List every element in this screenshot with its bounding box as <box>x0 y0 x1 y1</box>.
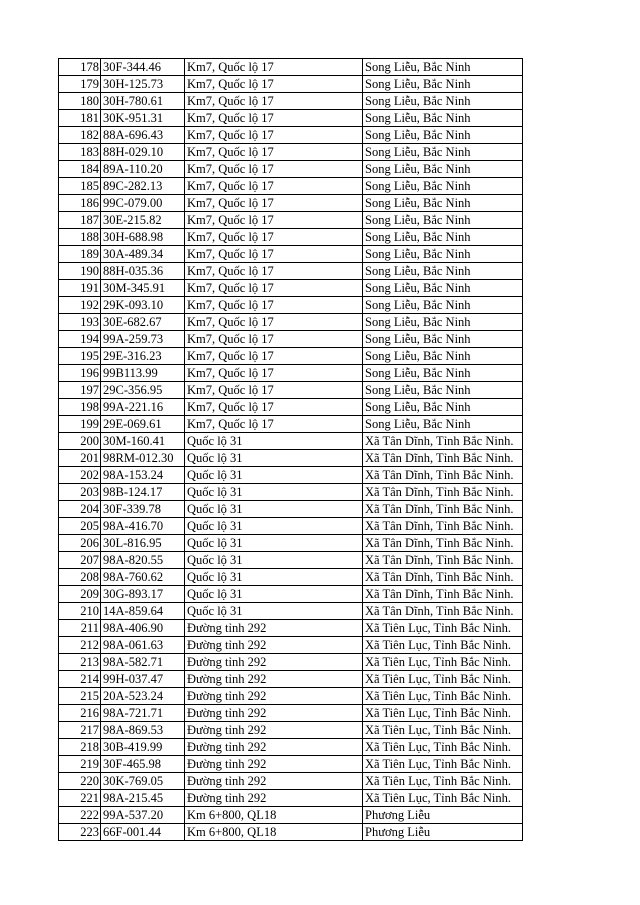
road-location: Km7, Quốc lộ 17 <box>185 161 363 178</box>
table-row <box>59 535 523 552</box>
commune-location: Xã Tiên Lục, Tỉnh Bắc Ninh. <box>363 756 523 773</box>
commune-location: Xã Tân Dĩnh, Tỉnh Bắc Ninh. <box>363 535 523 552</box>
table-row <box>59 161 523 178</box>
commune-location: Song Liễu, Bắc Ninh <box>363 229 523 246</box>
license-plate: 30M-345.91 <box>101 280 185 297</box>
row-number: 202 <box>59 467 101 484</box>
road-location: Km7, Quốc lộ 17 <box>185 229 363 246</box>
road-location: Km7, Quốc lộ 17 <box>185 297 363 314</box>
commune-location: Xã Tiên Lục, Tỉnh Bắc Ninh. <box>363 688 523 705</box>
license-plate: 98A-215.45 <box>101 790 185 807</box>
license-plate: 14A-859.64 <box>101 603 185 620</box>
commune-location: Xã Tiên Lục, Tỉnh Bắc Ninh. <box>363 739 523 756</box>
commune-location: Song Liễu, Bắc Ninh <box>363 348 523 365</box>
row-number: 205 <box>59 518 101 535</box>
row-number: 181 <box>59 110 101 127</box>
road-location: Đường tỉnh 292 <box>185 773 363 790</box>
road-location: Quốc lộ 31 <box>185 569 363 586</box>
table-row <box>59 620 523 637</box>
commune-location: Xã Tân Dĩnh, Tỉnh Bắc Ninh. <box>363 552 523 569</box>
table-row <box>59 722 523 739</box>
license-plate: 98RM-012.30 <box>101 450 185 467</box>
row-number: 200 <box>59 433 101 450</box>
road-location: Km7, Quốc lộ 17 <box>185 76 363 93</box>
license-plate: 20A-523.24 <box>101 688 185 705</box>
license-plate: 98A-153.24 <box>101 467 185 484</box>
row-number: 190 <box>59 263 101 280</box>
road-location: Đường tỉnh 292 <box>185 790 363 807</box>
table-row <box>59 552 523 569</box>
row-number: 188 <box>59 229 101 246</box>
table-row <box>59 314 523 331</box>
license-plate: 89C-282.13 <box>101 178 185 195</box>
table-row <box>59 348 523 365</box>
row-number: 196 <box>59 365 101 382</box>
road-location: Km7, Quốc lộ 17 <box>185 365 363 382</box>
row-number: 193 <box>59 314 101 331</box>
table-row <box>59 807 523 824</box>
commune-location: Song Liễu, Bắc Ninh <box>363 195 523 212</box>
table-row <box>59 416 523 433</box>
license-plate: 30M-160.41 <box>101 433 185 450</box>
table-row <box>59 382 523 399</box>
license-plate: 99C-079.00 <box>101 195 185 212</box>
license-plate: 30K-769.05 <box>101 773 185 790</box>
license-plate: 99B113.99 <box>101 365 185 382</box>
table-row <box>59 212 523 229</box>
license-plate: 30L-816.95 <box>101 535 185 552</box>
table-row <box>59 331 523 348</box>
row-number: 219 <box>59 756 101 773</box>
commune-location: Song Liễu, Bắc Ninh <box>363 365 523 382</box>
commune-location: Song Liễu, Bắc Ninh <box>363 382 523 399</box>
license-plate: 98A-582.71 <box>101 654 185 671</box>
table-row <box>59 637 523 654</box>
license-plate: 98A-721.71 <box>101 705 185 722</box>
commune-location: Phương Liễu <box>363 824 523 841</box>
license-plate: 29E-316.23 <box>101 348 185 365</box>
road-location: Km7, Quốc lộ 17 <box>185 144 363 161</box>
row-number: 184 <box>59 161 101 178</box>
road-location: Đường tỉnh 292 <box>185 705 363 722</box>
license-plate: 98A-820.55 <box>101 552 185 569</box>
road-location: Quốc lộ 31 <box>185 467 363 484</box>
commune-location: Song Liễu, Bắc Ninh <box>363 263 523 280</box>
row-number: 192 <box>59 297 101 314</box>
commune-location: Song Liễu, Bắc Ninh <box>363 93 523 110</box>
commune-location: Xã Tân Dĩnh, Tỉnh Bắc Ninh. <box>363 603 523 620</box>
row-number: 213 <box>59 654 101 671</box>
license-plate: 98A-406.90 <box>101 620 185 637</box>
row-number: 209 <box>59 586 101 603</box>
table-row <box>59 467 523 484</box>
license-plate: 99A-221.16 <box>101 399 185 416</box>
row-number: 220 <box>59 773 101 790</box>
row-number: 197 <box>59 382 101 399</box>
table-row <box>59 93 523 110</box>
commune-location: Xã Tiên Lục, Tỉnh Bắc Ninh. <box>363 722 523 739</box>
row-number: 178 <box>59 59 101 76</box>
commune-location: Song Liễu, Bắc Ninh <box>363 127 523 144</box>
road-location: Quốc lộ 31 <box>185 552 363 569</box>
license-plate: 98B-124.17 <box>101 484 185 501</box>
road-location: Km7, Quốc lộ 17 <box>185 348 363 365</box>
license-plate: 98A-416.70 <box>101 518 185 535</box>
table-row <box>59 144 523 161</box>
row-number: 186 <box>59 195 101 212</box>
table-row <box>59 705 523 722</box>
road-location: Quốc lộ 31 <box>185 586 363 603</box>
road-location: Quốc lộ 31 <box>185 518 363 535</box>
row-number: 194 <box>59 331 101 348</box>
row-number: 201 <box>59 450 101 467</box>
row-number: 214 <box>59 671 101 688</box>
commune-location: Song Liễu, Bắc Ninh <box>363 331 523 348</box>
license-plate: 30E-215.82 <box>101 212 185 229</box>
road-location: Đường tỉnh 292 <box>185 671 363 688</box>
table-row <box>59 76 523 93</box>
commune-location: Song Liễu, Bắc Ninh <box>363 297 523 314</box>
commune-location: Song Liễu, Bắc Ninh <box>363 280 523 297</box>
road-location: Quốc lộ 31 <box>185 450 363 467</box>
commune-location: Song Liễu, Bắc Ninh <box>363 416 523 433</box>
road-location: Km7, Quốc lộ 17 <box>185 382 363 399</box>
road-location: Km7, Quốc lộ 17 <box>185 110 363 127</box>
license-plate: 98A-061.63 <box>101 637 185 654</box>
row-number: 206 <box>59 535 101 552</box>
road-location: Quốc lộ 31 <box>185 433 363 450</box>
table-row <box>59 365 523 382</box>
road-location: Km7, Quốc lộ 17 <box>185 416 363 433</box>
table-row <box>59 110 523 127</box>
road-location: Quốc lộ 31 <box>185 501 363 518</box>
license-plate: 30K-951.31 <box>101 110 185 127</box>
road-location: Km7, Quốc lộ 17 <box>185 399 363 416</box>
row-number: 189 <box>59 246 101 263</box>
road-location: Km7, Quốc lộ 17 <box>185 263 363 280</box>
row-number: 221 <box>59 790 101 807</box>
table-row <box>59 773 523 790</box>
license-plate: 88H-029.10 <box>101 144 185 161</box>
commune-location: Xã Tiên Lục, Tỉnh Bắc Ninh. <box>363 705 523 722</box>
commune-location: Song Liễu, Bắc Ninh <box>363 246 523 263</box>
road-location: Đường tỉnh 292 <box>185 688 363 705</box>
road-location: Km7, Quốc lộ 17 <box>185 127 363 144</box>
table-row <box>59 399 523 416</box>
license-plate: 98A-760.62 <box>101 569 185 586</box>
road-location: Đường tỉnh 292 <box>185 722 363 739</box>
table-row <box>59 501 523 518</box>
table-row <box>59 59 523 76</box>
commune-location: Xã Tiên Lục, Tỉnh Bắc Ninh. <box>363 671 523 688</box>
commune-location: Xã Tân Dĩnh, Tỉnh Bắc Ninh. <box>363 518 523 535</box>
commune-location: Song Liễu, Bắc Ninh <box>363 212 523 229</box>
row-number: 195 <box>59 348 101 365</box>
license-plate: 66F-001.44 <box>101 824 185 841</box>
row-number: 180 <box>59 93 101 110</box>
road-location: Quốc lộ 31 <box>185 484 363 501</box>
commune-location: Song Liễu, Bắc Ninh <box>363 59 523 76</box>
license-plate: 30F-344.46 <box>101 59 185 76</box>
license-plate: 30H-688.98 <box>101 229 185 246</box>
commune-location: Song Liễu, Bắc Ninh <box>363 110 523 127</box>
road-location: Đường tỉnh 292 <box>185 756 363 773</box>
row-number: 185 <box>59 178 101 195</box>
table-row <box>59 586 523 603</box>
road-location: Km7, Quốc lộ 17 <box>185 314 363 331</box>
road-location: Quốc lộ 31 <box>185 603 363 620</box>
license-plate: 30H-125.73 <box>101 76 185 93</box>
commune-location: Song Liễu, Bắc Ninh <box>363 144 523 161</box>
license-plate: 88H-035.36 <box>101 263 185 280</box>
row-number: 179 <box>59 76 101 93</box>
road-location: Km7, Quốc lộ 17 <box>185 331 363 348</box>
road-location: Quốc lộ 31 <box>185 535 363 552</box>
row-number: 198 <box>59 399 101 416</box>
table-row <box>59 263 523 280</box>
road-location: Km7, Quốc lộ 17 <box>185 178 363 195</box>
license-plate: 99A-537.20 <box>101 807 185 824</box>
table-row <box>59 603 523 620</box>
commune-location: Xã Tân Dĩnh, Tỉnh Bắc Ninh. <box>363 569 523 586</box>
commune-location: Song Liễu, Bắc Ninh <box>363 76 523 93</box>
table-row <box>59 246 523 263</box>
table-body <box>59 59 523 841</box>
commune-location: Song Liễu, Bắc Ninh <box>363 314 523 331</box>
commune-location: Xã Tân Dĩnh, Tỉnh Bắc Ninh. <box>363 501 523 518</box>
commune-location: Song Liễu, Bắc Ninh <box>363 178 523 195</box>
road-location: Km7, Quốc lộ 17 <box>185 280 363 297</box>
license-plate: 30H-780.61 <box>101 93 185 110</box>
commune-location: Xã Tân Dĩnh, Tỉnh Bắc Ninh. <box>363 484 523 501</box>
license-plate: 30F-465.98 <box>101 756 185 773</box>
commune-location: Xã Tiên Lục, Tỉnh Bắc Ninh. <box>363 790 523 807</box>
license-plate: 29E-069.61 <box>101 416 185 433</box>
row-number: 216 <box>59 705 101 722</box>
row-number: 187 <box>59 212 101 229</box>
commune-location: Xã Tân Dĩnh, Tỉnh Bắc Ninh. <box>363 433 523 450</box>
license-plate: 98A-869.53 <box>101 722 185 739</box>
license-plate: 99H-037.47 <box>101 671 185 688</box>
row-number: 215 <box>59 688 101 705</box>
table-row <box>59 127 523 144</box>
commune-location: Xã Tân Dĩnh, Tỉnh Bắc Ninh. <box>363 586 523 603</box>
road-location: Km7, Quốc lộ 17 <box>185 93 363 110</box>
license-plate: 30E-682.67 <box>101 314 185 331</box>
row-number: 191 <box>59 280 101 297</box>
license-plate: 29K-093.10 <box>101 297 185 314</box>
row-number: 217 <box>59 722 101 739</box>
commune-location: Xã Tân Dĩnh, Tỉnh Bắc Ninh. <box>363 450 523 467</box>
table-row <box>59 654 523 671</box>
table-row <box>59 450 523 467</box>
license-plate: 88A-696.43 <box>101 127 185 144</box>
commune-location: Xã Tiên Lục, Tỉnh Bắc Ninh. <box>363 637 523 654</box>
row-number: 212 <box>59 637 101 654</box>
license-plate: 99A-259.73 <box>101 331 185 348</box>
row-number: 203 <box>59 484 101 501</box>
road-location: Km7, Quốc lộ 17 <box>185 195 363 212</box>
road-location: Km 6+800, QL18 <box>185 807 363 824</box>
road-location: Km7, Quốc lộ 17 <box>185 246 363 263</box>
road-location: Đường tỉnh 292 <box>185 739 363 756</box>
row-number: 211 <box>59 620 101 637</box>
road-location: Đường tỉnh 292 <box>185 620 363 637</box>
table-row <box>59 229 523 246</box>
road-location: Km7, Quốc lộ 17 <box>185 59 363 76</box>
table-row <box>59 518 523 535</box>
row-number: 222 <box>59 807 101 824</box>
table-row <box>59 178 523 195</box>
commune-location: Phương Liễu <box>363 807 523 824</box>
license-plate: 89A-110.20 <box>101 161 185 178</box>
table-row <box>59 688 523 705</box>
commune-location: Xã Tiên Lục, Tỉnh Bắc Ninh. <box>363 654 523 671</box>
table-row <box>59 433 523 450</box>
table-row <box>59 790 523 807</box>
road-location: Km7, Quốc lộ 17 <box>185 212 363 229</box>
road-location: Km 6+800, QL18 <box>185 824 363 841</box>
row-number: 182 <box>59 127 101 144</box>
row-number: 204 <box>59 501 101 518</box>
license-plate: 30B-419.99 <box>101 739 185 756</box>
row-number: 223 <box>59 824 101 841</box>
license-plate: 30A-489.34 <box>101 246 185 263</box>
row-number: 207 <box>59 552 101 569</box>
license-plate: 29C-356.95 <box>101 382 185 399</box>
table-row <box>59 569 523 586</box>
row-number: 208 <box>59 569 101 586</box>
license-plate: 30F-339.78 <box>101 501 185 518</box>
commune-location: Xã Tiên Lục, Tỉnh Bắc Ninh. <box>363 620 523 637</box>
table-row <box>59 671 523 688</box>
commune-location: Xã Tân Dĩnh, Tỉnh Bắc Ninh. <box>363 467 523 484</box>
table-row <box>59 280 523 297</box>
license-plate: 30G-893.17 <box>101 586 185 603</box>
row-number: 218 <box>59 739 101 756</box>
commune-location: Song Liễu, Bắc Ninh <box>363 399 523 416</box>
row-number: 183 <box>59 144 101 161</box>
road-location: Đường tỉnh 292 <box>185 637 363 654</box>
row-number: 199 <box>59 416 101 433</box>
row-number: 210 <box>59 603 101 620</box>
table-row <box>59 297 523 314</box>
commune-location: Xã Tiên Lục, Tỉnh Bắc Ninh. <box>363 773 523 790</box>
table-row <box>59 756 523 773</box>
table-row <box>59 484 523 501</box>
violations-table <box>58 58 523 841</box>
commune-location: Song Liễu, Bắc Ninh <box>363 161 523 178</box>
table-row <box>59 824 523 841</box>
table-row <box>59 195 523 212</box>
road-location: Đường tỉnh 292 <box>185 654 363 671</box>
table-row <box>59 739 523 756</box>
